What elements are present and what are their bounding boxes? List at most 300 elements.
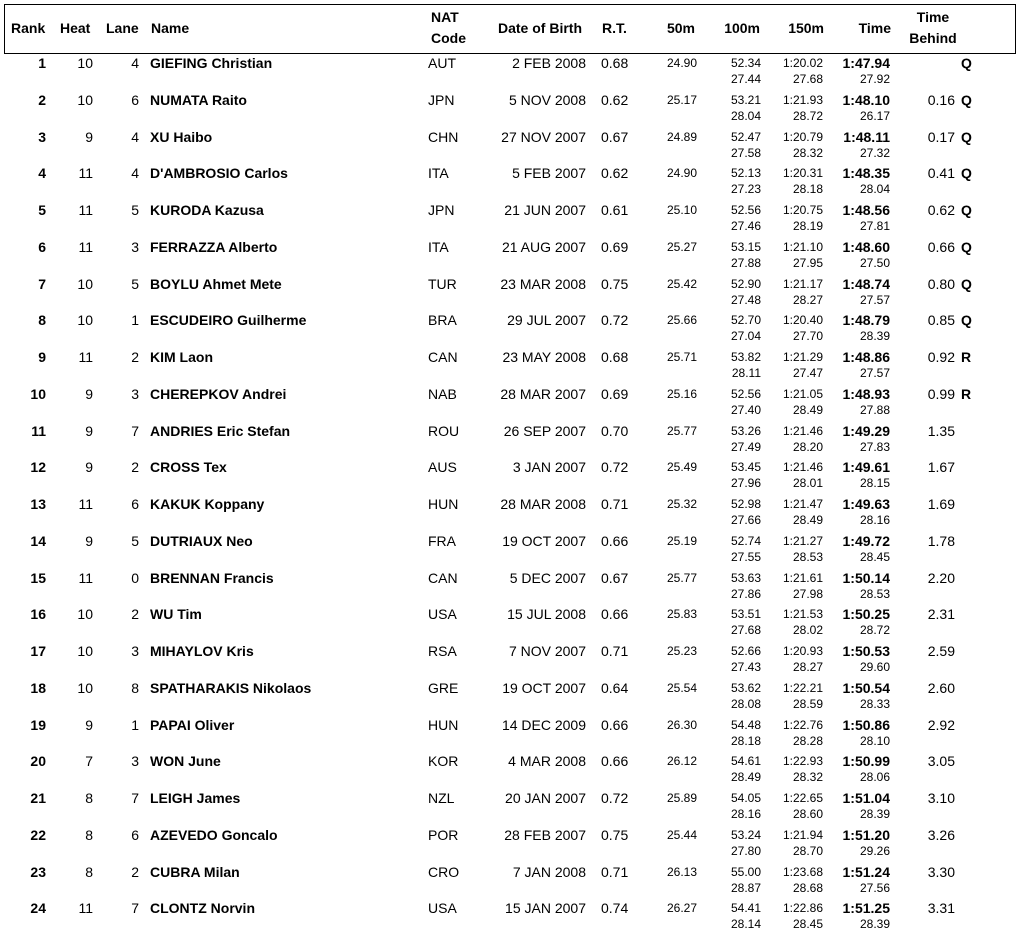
- lap-final: 28.16: [859, 513, 890, 527]
- heat-cell: 8: [85, 826, 93, 843]
- swimmer-name: DUTRIAUX Neo: [150, 532, 253, 549]
- split-50m: 25.77: [666, 570, 697, 585]
- lap-final: 29.60: [859, 660, 890, 674]
- qualification-mark: Q: [961, 275, 972, 292]
- split-150m: 1:20.40: [782, 313, 823, 328]
- reaction-time: 0.70: [601, 422, 629, 439]
- reaction-time: 0.69: [601, 238, 629, 255]
- header-split-50m: 50m: [666, 20, 695, 36]
- lane-cell: 2: [131, 349, 139, 365]
- heat-cell: 9: [85, 716, 93, 733]
- time-behind: 3.30: [927, 863, 955, 880]
- nat-code: TUR: [428, 275, 457, 292]
- nat-code: RSA: [428, 643, 457, 659]
- reaction-time: 0.71: [601, 863, 629, 880]
- split-50m: 25.42: [666, 276, 697, 291]
- swimmer-name: SPATHARAKIS Nikolaos: [150, 679, 312, 696]
- lane-cell: 8: [131, 679, 139, 696]
- split-50m: 25.49: [666, 460, 697, 475]
- reaction-time: 0.69: [601, 385, 629, 402]
- nat-code: ROU: [428, 422, 460, 439]
- final-time: 1:48.60: [842, 238, 890, 255]
- time-behind: 2.20: [927, 569, 955, 586]
- split-50m: 25.27: [666, 239, 697, 254]
- reaction-time: 0.72: [601, 459, 629, 476]
- lap-final: 27.57: [859, 366, 890, 380]
- lane-cell: 3: [131, 385, 139, 402]
- nat-code: HUN: [428, 496, 459, 512]
- rank-cell: 19: [30, 716, 46, 733]
- lane-cell: 7: [131, 422, 139, 439]
- heat-cell: 10: [77, 91, 93, 108]
- lane-cell: 4: [131, 55, 139, 71]
- nat-code: BRA: [428, 312, 457, 329]
- nat-code: CAN: [428, 349, 458, 365]
- date-of-birth: 3 JAN 2007: [512, 459, 586, 476]
- lap-100m: 27.96: [730, 476, 761, 491]
- final-time: 1:51.20: [842, 826, 890, 843]
- date-of-birth: 27 NOV 2007: [501, 128, 586, 145]
- lane-cell: 7: [131, 790, 139, 806]
- lap-100m: 28.08: [730, 696, 761, 711]
- split-50m: 26.12: [666, 754, 697, 769]
- qualification-mark: R: [961, 349, 972, 365]
- lap-150m: 28.32: [792, 145, 823, 160]
- reaction-time: 0.72: [601, 312, 629, 329]
- heat-cell: 7: [85, 753, 93, 770]
- final-time: 1:50.25: [842, 606, 890, 623]
- split-50m: 25.77: [666, 423, 697, 438]
- lap-150m: 28.18: [792, 182, 823, 197]
- lap-150m: 28.70: [792, 843, 823, 858]
- split-50m: 25.16: [666, 386, 697, 401]
- swimmer-name: KIM Laon: [150, 349, 213, 365]
- lap-100m: 28.49: [730, 770, 761, 785]
- lap-150m: 28.19: [792, 219, 823, 233]
- header-reaction-time: R.T.: [602, 20, 627, 36]
- nat-code: POR: [428, 826, 459, 843]
- swimmer-name: CLONTZ Norvin: [150, 900, 255, 917]
- final-time: 1:48.74: [842, 275, 890, 292]
- split-100m: 52.90: [730, 276, 761, 291]
- nat-code: FRA: [428, 532, 456, 549]
- lane-cell: 6: [131, 91, 139, 108]
- qualification-mark: Q: [961, 128, 972, 145]
- time-behind: 0.17: [927, 128, 955, 145]
- final-time: 1:48.56: [842, 202, 890, 218]
- split-50m: 25.54: [666, 680, 697, 695]
- date-of-birth: 23 MAY 2008: [502, 349, 586, 365]
- nat-code: GRE: [428, 679, 459, 696]
- reaction-time: 0.71: [601, 643, 629, 659]
- lap-100m: 28.18: [730, 733, 761, 748]
- lane-cell: 1: [131, 312, 139, 329]
- split-100m: 55.00: [730, 864, 761, 879]
- lap-final: 28.15: [859, 476, 890, 491]
- lap-150m: 28.59: [792, 696, 823, 711]
- final-time: 1:48.35: [842, 165, 890, 182]
- split-150m: 1:23.68: [782, 864, 823, 879]
- rank-cell: 17: [30, 643, 46, 659]
- lap-100m: 27.48: [730, 292, 761, 307]
- header-date-of-birth: Date of Birth: [498, 20, 582, 36]
- date-of-birth: 7 NOV 2007: [508, 643, 586, 659]
- rank-cell: 23: [30, 863, 46, 880]
- nat-code: NZL: [428, 790, 455, 806]
- final-time: 1:48.86: [842, 349, 890, 365]
- lane-cell: 5: [131, 202, 139, 218]
- split-100m: 53.15: [730, 239, 761, 254]
- date-of-birth: 2 FEB 2008: [512, 55, 586, 71]
- reaction-time: 0.64: [601, 679, 629, 696]
- time-behind: 1.69: [927, 496, 955, 512]
- swimmer-name: PAPAI Oliver: [150, 716, 235, 733]
- heat-cell: 9: [85, 385, 93, 402]
- reaction-time: 0.66: [601, 606, 629, 623]
- nat-code: CAN: [428, 569, 458, 586]
- swimmer-name: ESCUDEIRO Guilherme: [150, 312, 307, 329]
- final-time: 1:50.54: [842, 679, 890, 696]
- lap-final: 27.50: [859, 255, 890, 270]
- swimmer-name: ANDRIES Eric Stefan: [150, 422, 291, 439]
- split-100m: 52.34: [730, 56, 761, 70]
- date-of-birth: 23 MAR 2008: [500, 275, 586, 292]
- split-50m: 25.32: [666, 497, 697, 511]
- header-time-behind-line2: Behind: [909, 30, 957, 46]
- split-100m: 54.61: [730, 754, 761, 769]
- split-100m: 53.26: [730, 423, 761, 438]
- lap-100m: 27.55: [730, 549, 761, 564]
- final-time: 1:49.63: [842, 496, 890, 512]
- header-rank: Rank: [11, 20, 46, 36]
- nat-code: KOR: [428, 753, 459, 770]
- nat-code: AUT: [428, 55, 456, 71]
- split-150m: 1:21.61: [782, 570, 823, 585]
- time-behind: 3.26: [927, 826, 955, 843]
- reaction-time: 0.67: [601, 569, 629, 586]
- split-150m: 1:22.86: [782, 901, 823, 916]
- reaction-time: 0.72: [601, 790, 629, 806]
- lane-cell: 2: [131, 459, 139, 476]
- split-100m: 53.62: [730, 680, 761, 695]
- time-behind: 0.16: [927, 91, 955, 108]
- nat-code: CHN: [428, 128, 459, 145]
- reaction-time: 0.61: [601, 202, 629, 218]
- lane-cell: 5: [131, 532, 139, 549]
- lane-cell: 6: [131, 496, 139, 512]
- header-heat: Heat: [60, 20, 91, 36]
- split-150m: 1:20.02: [782, 56, 823, 70]
- time-behind: 0.66: [927, 238, 955, 255]
- rank-cell: 15: [30, 569, 46, 586]
- lap-100m: 27.49: [730, 439, 761, 454]
- time-behind: 0.80: [927, 275, 955, 292]
- split-150m: 1:21.10: [782, 239, 823, 254]
- time-behind: 1.35: [927, 422, 955, 439]
- time-behind: 3.10: [927, 790, 955, 806]
- lap-final: 28.10: [859, 733, 890, 748]
- lap-final: 27.92: [859, 72, 890, 86]
- lane-cell: 0: [131, 569, 139, 586]
- lap-final: 27.88: [859, 402, 890, 417]
- final-time: 1:49.29: [842, 422, 890, 439]
- final-time: 1:51.25: [842, 900, 890, 917]
- rank-cell: 12: [30, 459, 46, 476]
- lap-final: 28.33: [859, 696, 890, 711]
- lane-cell: 7: [131, 900, 139, 917]
- lap-150m: 28.27: [792, 292, 823, 307]
- time-behind: 0.99: [927, 385, 955, 402]
- qualification-mark: Q: [961, 238, 972, 255]
- rank-cell: 14: [30, 532, 46, 549]
- rank-cell: 22: [30, 826, 46, 843]
- lap-150m: 28.60: [792, 807, 823, 821]
- heat-cell: 9: [85, 459, 93, 476]
- final-time: 1:49.61: [842, 459, 890, 476]
- swimmer-name: CUBRA Milan: [150, 863, 240, 880]
- header-nat-line1: NAT: [431, 9, 459, 25]
- time-behind: 0.85: [927, 312, 955, 329]
- date-of-birth: 15 JUL 2008: [507, 606, 586, 623]
- split-50m: 25.44: [666, 827, 697, 842]
- lap-150m: 28.28: [792, 733, 823, 748]
- date-of-birth: 5 FEB 2007: [512, 165, 586, 182]
- lap-150m: 28.20: [792, 439, 823, 454]
- date-of-birth: 20 JAN 2007: [505, 790, 586, 806]
- lap-150m: 27.47: [792, 366, 823, 380]
- lap-150m: 27.70: [792, 329, 823, 344]
- split-150m: 1:20.93: [782, 644, 823, 658]
- swimmer-name: BRENNAN Francis: [150, 569, 274, 586]
- split-150m: 1:21.46: [782, 460, 823, 475]
- header-nat-line2: Code: [431, 30, 466, 46]
- final-time: 1:48.93: [842, 385, 890, 402]
- rank-cell: 16: [30, 606, 46, 623]
- lap-100m: 27.66: [730, 513, 761, 527]
- heat-cell: 8: [85, 790, 93, 806]
- split-150m: 1:20.31: [782, 166, 823, 181]
- split-50m: 25.23: [666, 644, 697, 658]
- heat-cell: 10: [77, 643, 93, 659]
- rank-cell: 10: [30, 385, 46, 402]
- split-100m: 54.48: [730, 717, 761, 732]
- lap-150m: 28.01: [792, 476, 823, 491]
- date-of-birth: 29 JUL 2007: [507, 312, 586, 329]
- reaction-time: 0.68: [601, 55, 629, 71]
- lap-100m: 27.40: [730, 402, 761, 417]
- date-of-birth: 7 JAN 2008: [512, 863, 586, 880]
- lap-150m: 27.68: [792, 72, 823, 86]
- lap-final: 28.06: [859, 770, 890, 785]
- rank-cell: 9: [38, 349, 46, 365]
- nat-code: USA: [428, 606, 457, 623]
- final-time: 1:51.04: [842, 790, 890, 806]
- rank-cell: 24: [30, 900, 46, 917]
- reaction-time: 0.71: [601, 496, 629, 512]
- lap-final: 28.53: [859, 586, 890, 601]
- lap-150m: 28.53: [792, 549, 823, 564]
- rank-cell: 6: [38, 238, 46, 255]
- lap-100m: 27.04: [730, 329, 761, 344]
- reaction-time: 0.62: [601, 165, 629, 182]
- qualification-mark: Q: [961, 165, 972, 182]
- time-behind: 2.31: [927, 606, 955, 623]
- heat-cell: 11: [78, 165, 93, 182]
- lane-cell: 4: [131, 128, 139, 145]
- swimmer-name: D'AMBROSIO Carlos: [150, 165, 288, 182]
- nat-code: CRO: [428, 863, 460, 880]
- lap-150m: 28.49: [792, 402, 823, 417]
- final-time: 1:51.24: [842, 863, 890, 880]
- reaction-time: 0.74: [601, 900, 629, 917]
- reaction-time: 0.66: [601, 532, 629, 549]
- reaction-time: 0.62: [601, 91, 629, 108]
- split-150m: 1:21.29: [782, 350, 823, 364]
- split-150m: 1:20.75: [782, 203, 823, 217]
- date-of-birth: 14 DEC 2009: [501, 716, 586, 733]
- rank-cell: 3: [38, 128, 46, 145]
- lap-final: 28.72: [859, 623, 890, 638]
- lap-100m: 28.04: [730, 108, 761, 123]
- reaction-time: 0.66: [601, 716, 629, 733]
- lap-150m: 28.27: [792, 660, 823, 674]
- nat-code: ITA: [428, 165, 449, 182]
- heat-cell: 10: [77, 606, 93, 623]
- lap-100m: 27.43: [730, 660, 761, 674]
- swimmer-name: CROSS Tex: [150, 459, 227, 476]
- swimmer-name: KAKUK Koppany: [150, 496, 265, 512]
- split-150m: 1:22.65: [782, 791, 823, 805]
- split-100m: 52.74: [730, 533, 761, 548]
- split-150m: 1:22.21: [782, 680, 823, 695]
- lap-final: 27.56: [859, 880, 890, 895]
- heat-cell: 11: [78, 900, 93, 917]
- time-behind: 1.67: [927, 459, 955, 476]
- final-time: 1:48.10: [842, 91, 890, 108]
- heat-cell: 11: [78, 496, 93, 512]
- date-of-birth: 28 MAR 2008: [500, 496, 586, 512]
- lane-cell: 2: [131, 863, 139, 880]
- date-of-birth: 28 FEB 2007: [504, 826, 586, 843]
- time-behind: 2.92: [927, 716, 955, 733]
- header-lane: Lane: [106, 20, 139, 36]
- heat-cell: 10: [77, 312, 93, 329]
- lap-100m: 27.58: [730, 145, 761, 160]
- rank-cell: 8: [38, 312, 46, 329]
- split-50m: 25.66: [666, 313, 697, 328]
- split-150m: 1:20.79: [782, 129, 823, 144]
- lap-final: 27.81: [859, 219, 890, 233]
- qualification-mark: R: [961, 385, 972, 402]
- qualification-mark: Q: [961, 202, 972, 218]
- rank-cell: 13: [30, 496, 46, 512]
- lap-final: 27.57: [859, 292, 890, 307]
- qualification-mark: Q: [961, 91, 972, 108]
- lap-100m: 27.46: [730, 219, 761, 233]
- reaction-time: 0.66: [601, 753, 629, 770]
- lap-150m: 28.45: [792, 917, 823, 932]
- split-100m: 52.56: [730, 203, 761, 217]
- swimmer-name: NUMATA Raito: [150, 91, 247, 108]
- final-time: 1:49.72: [842, 532, 890, 549]
- heat-cell: 9: [85, 532, 93, 549]
- split-150m: 1:21.46: [782, 423, 823, 438]
- lap-150m: 27.95: [792, 255, 823, 270]
- split-100m: 53.45: [730, 460, 761, 475]
- final-time: 1:50.86: [842, 716, 890, 733]
- lap-final: 27.32: [859, 145, 890, 160]
- rank-cell: 5: [38, 202, 46, 218]
- swimmer-name: XU Haibo: [150, 128, 213, 145]
- time-behind: 0.62: [927, 202, 955, 218]
- heat-cell: 10: [77, 275, 93, 292]
- lap-100m: 27.86: [730, 586, 761, 601]
- lane-cell: 6: [131, 826, 139, 843]
- date-of-birth: 5 DEC 2007: [509, 569, 586, 586]
- date-of-birth: 19 OCT 2007: [502, 532, 586, 549]
- rank-cell: 21: [30, 790, 46, 806]
- reaction-time: 0.67: [601, 128, 629, 145]
- lap-100m: 28.87: [730, 880, 761, 895]
- lap-100m: 27.68: [730, 623, 761, 638]
- final-time: 1:50.99: [842, 753, 890, 770]
- split-50m: 25.71: [666, 350, 697, 364]
- rank-cell: 4: [38, 165, 46, 182]
- rank-cell: 11: [31, 422, 46, 439]
- split-50m: 26.30: [666, 717, 697, 732]
- date-of-birth: 21 AUG 2007: [501, 238, 586, 255]
- time-behind: 2.60: [927, 679, 955, 696]
- lane-cell: 2: [131, 606, 139, 623]
- final-time: 1:48.11: [843, 128, 890, 145]
- split-100m: 53.21: [730, 92, 761, 107]
- final-time: 1:50.14: [842, 569, 890, 586]
- date-of-birth: 21 JUN 2007: [504, 202, 586, 218]
- heat-cell: 11: [78, 202, 93, 218]
- split-100m: 52.13: [730, 166, 761, 181]
- nat-code: HUN: [428, 716, 459, 733]
- date-of-birth: 19 OCT 2007: [502, 679, 586, 696]
- final-time: 1:50.53: [842, 643, 890, 659]
- header-split-150m: 150m: [788, 20, 824, 36]
- split-50m: 26.27: [666, 901, 697, 916]
- heat-cell: 9: [85, 128, 93, 145]
- rank-cell: 18: [30, 679, 46, 696]
- swimmer-name: AZEVEDO Goncalo: [150, 826, 278, 843]
- rank-cell: 7: [38, 275, 46, 292]
- split-150m: 1:21.53: [782, 607, 823, 622]
- split-150m: 1:21.05: [782, 386, 823, 401]
- lane-cell: 4: [131, 165, 139, 182]
- swimmer-name: LEIGH James: [150, 790, 241, 806]
- lap-final: 28.39: [859, 917, 890, 932]
- date-of-birth: 4 MAR 2008: [508, 753, 586, 770]
- time-behind: 3.05: [927, 753, 955, 770]
- lap-final: 28.39: [859, 329, 890, 344]
- lap-100m: 28.14: [730, 917, 761, 932]
- swimmer-name: WON June: [150, 753, 221, 770]
- split-150m: 1:21.47: [782, 497, 823, 511]
- lap-final: 27.83: [859, 439, 890, 454]
- final-time: 1:48.79: [842, 312, 890, 329]
- date-of-birth: 15 JAN 2007: [505, 900, 586, 917]
- lane-cell: 5: [131, 275, 139, 292]
- lane-cell: 3: [131, 643, 139, 659]
- lap-150m: 27.98: [792, 586, 823, 601]
- split-50m: 24.90: [666, 166, 697, 181]
- split-100m: 54.41: [730, 901, 761, 916]
- split-100m: 53.82: [730, 350, 761, 364]
